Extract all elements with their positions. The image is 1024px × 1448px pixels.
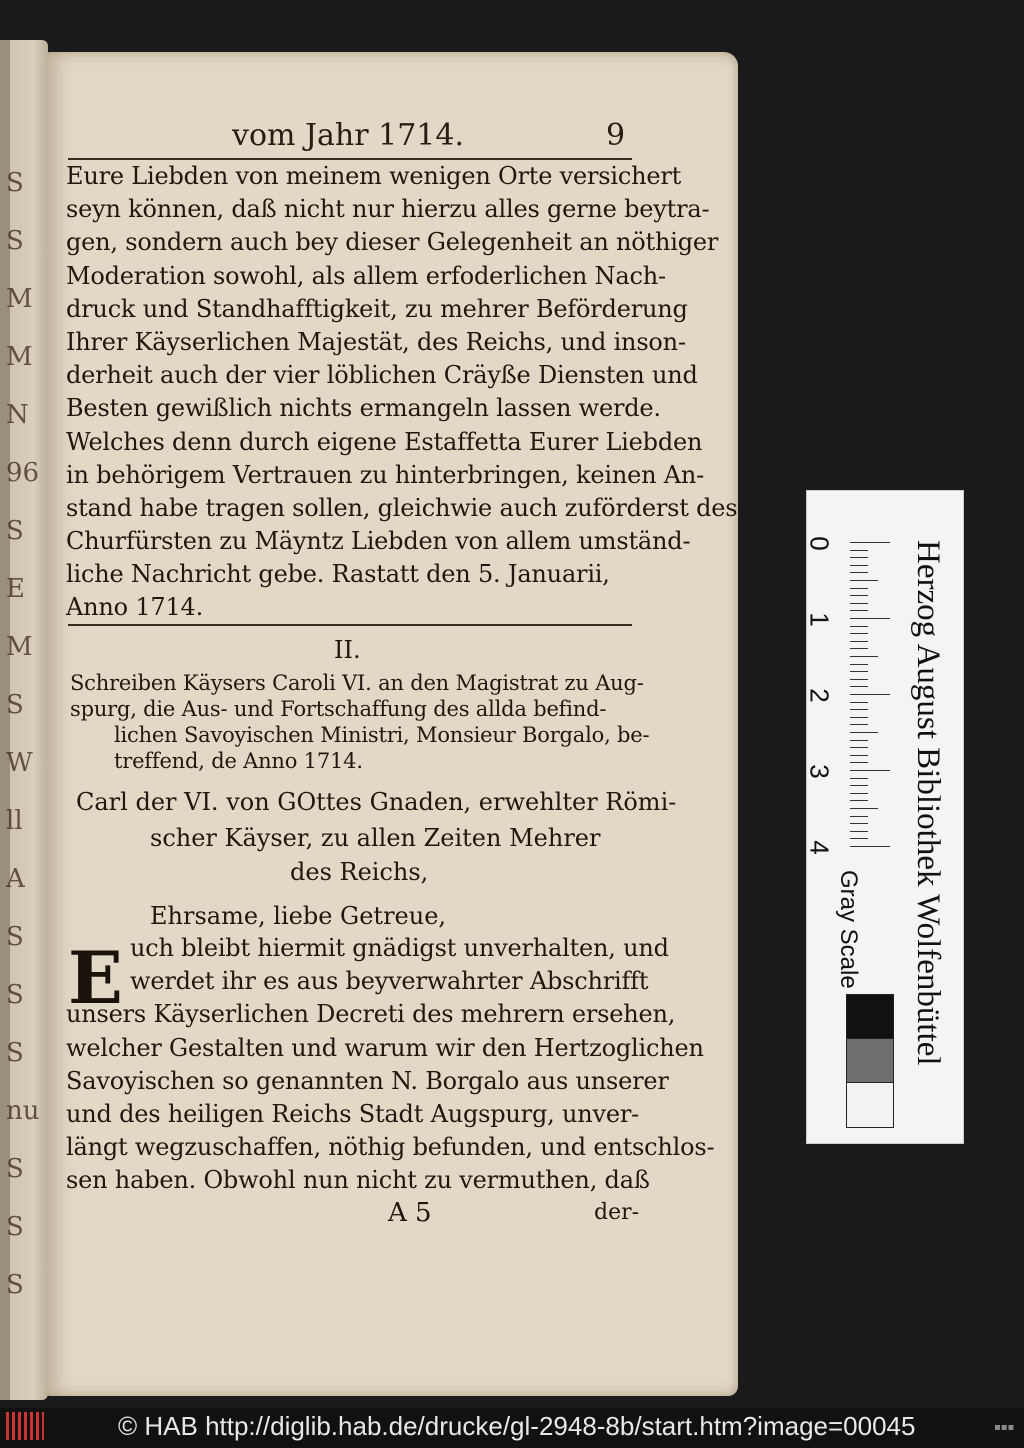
left-page-glyph: 96: [6, 458, 40, 488]
summary-line: treffend, de Anno 1714.: [114, 749, 363, 773]
text-line: derheit auch der vier löblichen Cräyße Diensten und: [66, 361, 698, 390]
running-header: vom Jahr 1714.: [232, 118, 464, 153]
left-page-glyph: E: [6, 574, 25, 604]
section-summary: [70, 670, 650, 774]
swatch-black: [846, 994, 894, 1040]
ruler-number: 1: [804, 612, 835, 627]
ruler-tick: [850, 762, 868, 763]
ruler-tick: [850, 595, 868, 596]
ruler-tick: [850, 664, 868, 665]
ruler-tick: [850, 686, 868, 687]
scale-title: [898, 530, 958, 1130]
ruler-tick: [850, 732, 878, 733]
footer-ornament-icon: ▪▪▪: [994, 1422, 1015, 1433]
left-page-glyph: M: [6, 342, 33, 372]
text-line: unsers Käyserlichen Decreti des mehrern ersehen,: [66, 1000, 676, 1029]
ruler-tick: [850, 770, 890, 771]
left-page-glyph: S: [6, 980, 24, 1010]
ruler-tick: [850, 610, 868, 611]
page-number: 9: [606, 118, 626, 153]
text-line: längt wegzuschaffen, nöthig befunden, und entschlos-: [66, 1133, 715, 1162]
left-page-glyph: S: [6, 1154, 24, 1184]
ruler-tick: [850, 656, 878, 657]
text-line: Savoyischen so genannten N. Borgalo aus unserer: [66, 1066, 669, 1095]
left-page-glyph: S: [6, 690, 24, 720]
ruler-tick: [850, 800, 868, 801]
left-page-glyph: A: [6, 864, 25, 894]
ruler-tick: [850, 671, 868, 672]
text-line: druck und Standhafftigkeit, zu mehrer Beförderung: [66, 294, 688, 323]
left-page-glyph: S: [6, 516, 24, 546]
ruler-tick: [850, 618, 890, 619]
text-line: Anno 1714.: [66, 593, 204, 622]
catchword: der-: [594, 1200, 640, 1225]
ruler-tick: [850, 838, 868, 839]
ruler-tick: [850, 626, 868, 627]
text-line: gen, sondern auch bey dieser Gelegenheit an nöthiger: [66, 228, 719, 257]
ruler-number: 4: [804, 840, 835, 855]
ruler-tick: [850, 633, 868, 634]
hab-logo-icon: [6, 1412, 44, 1440]
section-number: II.: [334, 636, 361, 664]
ruler-tick: [850, 846, 890, 847]
summary-line: lichen Savoyischen Ministri, Monsieur Borgalo, be-: [114, 723, 650, 747]
ruler-tick: [850, 702, 868, 703]
drop-capital: E: [68, 935, 123, 1020]
ruler-tick: [850, 755, 868, 756]
summary-line: spurg, die Aus- und Fortschaffung des allda befind-: [70, 697, 607, 721]
text-line: Churfürsten zu Mäyntz Liebden von allem umständ-: [66, 527, 691, 556]
text-line: seyn können, daß nicht nur hierzu alles gerne beytra-: [66, 195, 710, 224]
swatch-white: [846, 1082, 894, 1128]
left-page-glyph: ll: [6, 806, 23, 836]
ruler-tick: [850, 816, 868, 817]
ruler-tick: [850, 778, 868, 779]
text-line: in behörigem Vertrauen zu hinterbringen, keinen An-: [66, 460, 705, 489]
ruler-tick: [850, 679, 868, 680]
left-page-glyph: N: [6, 400, 29, 430]
left-page-glyph: M: [6, 632, 33, 662]
text-line: Ihrer Käyserlichen Majestät, des Reichs, und inson-: [66, 327, 686, 356]
ruler-tick: [850, 747, 868, 748]
ruler-tick: [850, 557, 868, 558]
ruler-tick: [850, 831, 868, 832]
ruler-tick: [850, 793, 868, 794]
text-line: Moderation sowohl, als allem erfoderlichen Nach-: [66, 261, 666, 290]
text-line: sen haben. Obwohl nun nicht zu vermuthen, daß: [66, 1166, 650, 1195]
ruler-tick: [850, 709, 868, 710]
ruler-number: 2: [804, 688, 835, 703]
letter-body: [66, 932, 715, 1198]
left-page-glyph: S: [6, 1212, 24, 1242]
ruler-tick: [850, 641, 868, 642]
text-line: Welches denn durch eigene Estaffetta Eurer Liebden: [66, 427, 703, 456]
text-line: liche Nachricht gebe. Rastatt den 5. Januarii,: [66, 560, 610, 589]
left-page-glyph: S: [6, 168, 24, 198]
letter-heading-line: des Reichs,: [290, 858, 429, 886]
text-line: welcher Gestalten und warum wir den Hertzoglichen: [66, 1033, 704, 1062]
ruler-tick: [850, 588, 868, 589]
text-line: stand habe tragen sollen, gleichwie auch zuförderst des: [66, 493, 738, 522]
left-page-glyph: S: [6, 1038, 24, 1068]
left-page-glyph: W: [6, 748, 33, 778]
ruler-tick: [850, 550, 868, 551]
ruler-tick: [850, 572, 868, 573]
ruler-tick: [850, 648, 868, 649]
ruler-tick: [850, 785, 868, 786]
signature-mark: A 5: [388, 1198, 432, 1228]
ruler-number: 0: [804, 536, 835, 551]
left-page-glyph: nu: [6, 1096, 40, 1126]
ruler-tick: [850, 717, 868, 718]
ruler-tick: [850, 724, 868, 725]
body-paragraph: [66, 160, 738, 625]
text-line: Eure Liebden von meinem wenigen Orte versichert: [66, 162, 682, 190]
ruler-tick: [850, 580, 878, 581]
ruler-tick: [850, 823, 868, 824]
text-line: Besten gewißlich nichts ermangeln lassen werde.: [66, 394, 661, 423]
summary-line: Schreiben Käysers Caroli VI. an den Magistrat zu Aug-: [70, 671, 644, 695]
left-page-glyph: M: [6, 284, 33, 314]
letter-heading-line: Carl der VI. von GOttes Gnaden, erwehlter Römi-: [76, 788, 677, 816]
gray-scale-label: Gray Scale: [835, 870, 862, 989]
section-rule: [68, 624, 632, 626]
ruler-tick: [850, 808, 878, 809]
footer-copyright-link[interactable]: © HAB http://diglib.hab.de/drucke/gl-2948-8b/start.htm?image=00045: [118, 1411, 916, 1441]
salutation: Ehrsame, liebe Getreue,: [150, 902, 447, 930]
ruler-tick: [850, 694, 890, 695]
text-line: werdet ihr es aus beyverwahrter Abschrifft: [130, 967, 649, 996]
left-page-glyph: S: [6, 226, 24, 256]
ruler-number: 3: [804, 764, 835, 779]
ruler-tick: [850, 740, 868, 741]
swatch-gray: [846, 1038, 894, 1084]
ruler-tick: [850, 603, 868, 604]
left-page-glyph: S: [6, 922, 24, 952]
left-page-glyph: S: [6, 1270, 24, 1300]
text-line: und des heiligen Reichs Stadt Augspurg, unver-: [66, 1099, 640, 1128]
text-line: uch bleibt hiermit gnädigst unverhalten, und: [130, 934, 669, 962]
ruler-tick: [850, 542, 890, 543]
ruler-tick: [850, 565, 868, 566]
letter-heading-line: scher Käyser, zu allen Zeiten Mehrer: [150, 824, 601, 852]
scale-title-text: Herzog August Bibliothek Wolfenbüttel: [910, 540, 946, 1066]
